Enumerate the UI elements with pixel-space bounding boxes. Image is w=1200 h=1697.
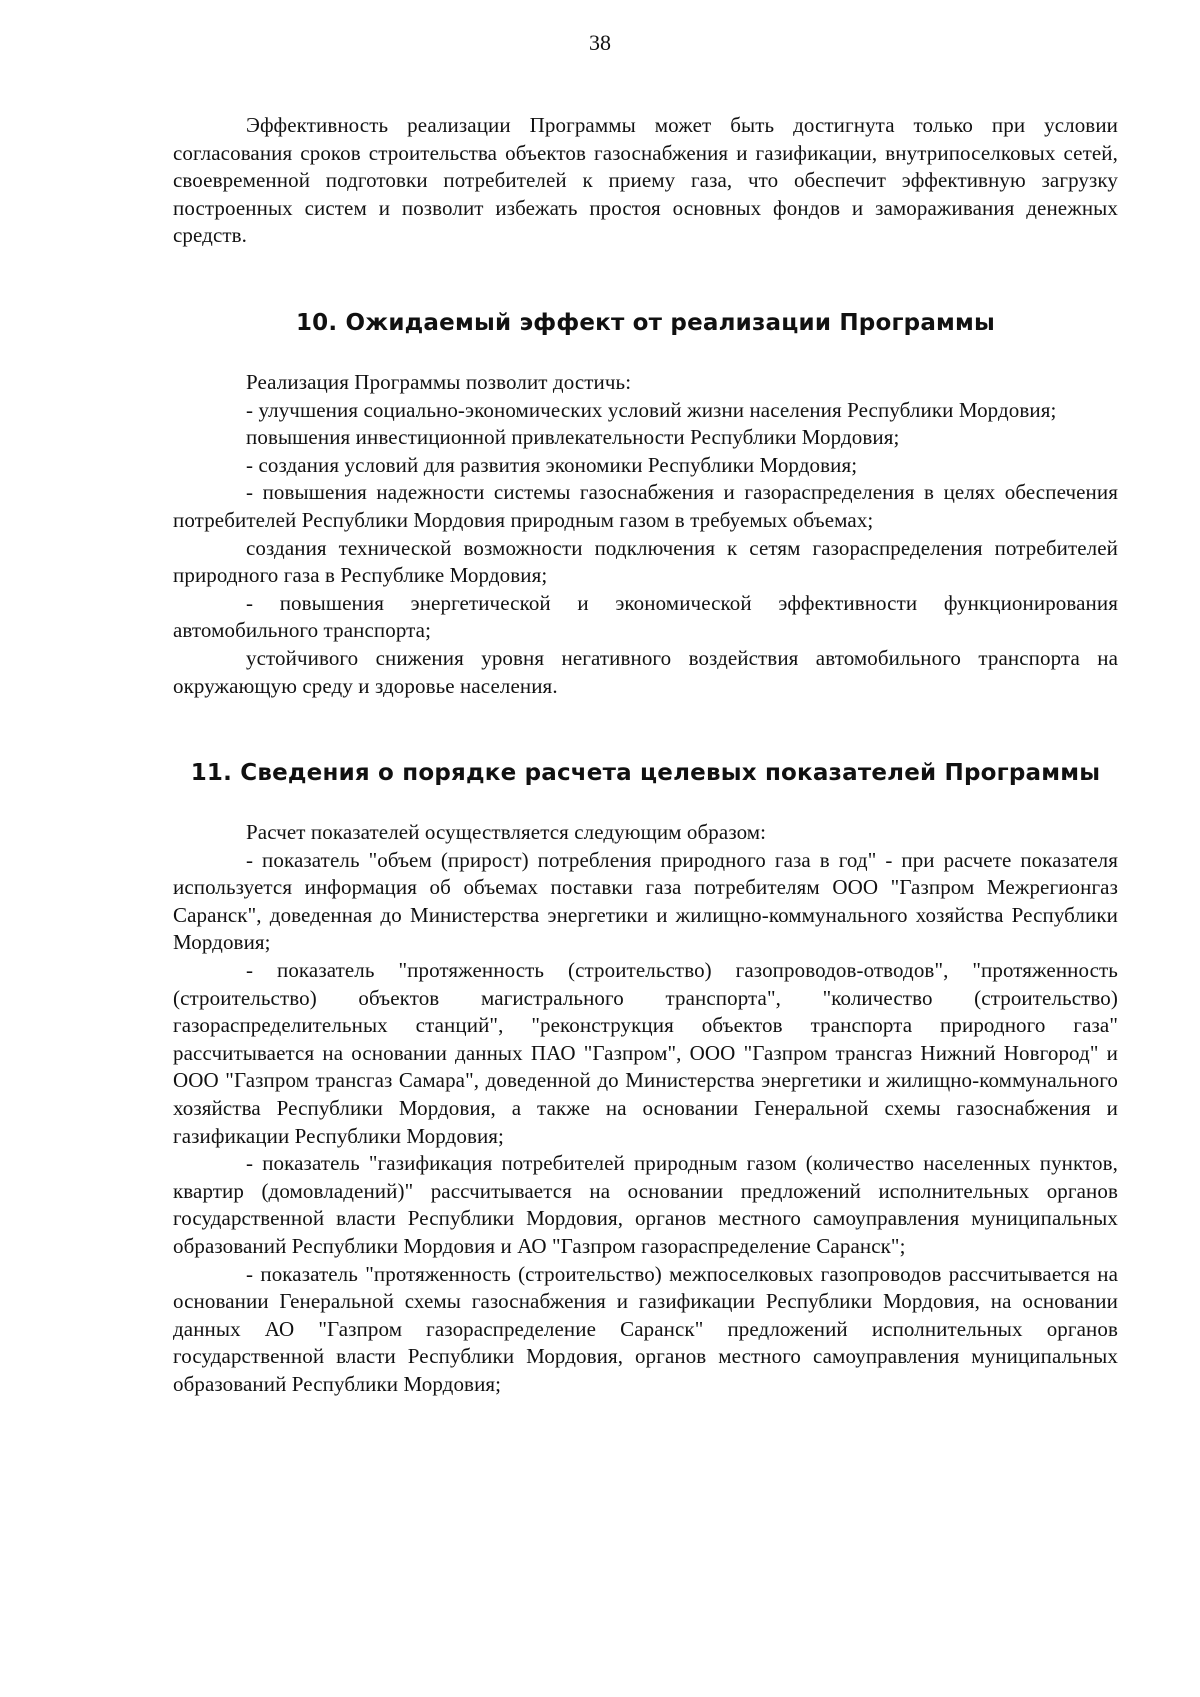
intro-paragraph: Эффективность реализации Программы может быть достигнута только при условии согласования сроков строительства объектов газоснабжения и газификации, внутрипоселковых сетей, своевременной подготовки потребителей к приему газа, что обеспечит эффективную загрузку построенных систем и позволит избежать простоя основных фондов и замораживания денежных средств.: [173, 113, 1118, 248]
section-11-item: - показатель "протяженность (строительство) межпоселковых газопроводов рассчитывается на основании Генеральной схемы газоснабжения и газификации Республики Мордовия, на основании данных АО "Газпром газораспределение Саранск" предложений исполнительных органов государственной власти Республики Мордовия, органов местного самоуправления муниципальных образований Республики Мордовия;: [173, 1261, 1118, 1396]
page-number: 38: [589, 30, 611, 55]
section-11-item: - показатель "объем (прирост) потребления природного газа в год" - при расчете показателя используется информация об объемах поставки газа потребителям ООО "Газпром Межрегионгаз Саранск", доведенная до Министерства энергетики и жилищно-коммунального хозяйства Республики Мордовия;: [173, 847, 1118, 955]
section-10-item: повышения инвестиционной привлекательности Республики Мордовия;: [246, 425, 900, 450]
section-10-item: - создания условий для развития экономики Республики Мордовия;: [246, 452, 858, 477]
section-10-item: - улучшения социально-экономических условий жизни населения Республики Мордовия;: [246, 397, 1057, 422]
section-11-lead: Расчет показателей осуществляется следующим образом:: [246, 820, 767, 845]
section-10-item: создания технической возможности подключения к сетям газораспределения потребителей природного газа в Республике Мордовия;: [173, 535, 1118, 588]
section-10-lead: Реализация Программы позволит достичь:: [246, 369, 632, 394]
section-11-item: - показатель "протяженность (строительство) газопроводов-отводов", "протяженность (строительство) объектов магистрального транспорта", "количество (строительство) газораспределительных станций", "реконструкция объектов транспорта природного газа" рассчитывается на основании данных ПАО "Газпром", ООО "Газпром трансгаз Нижний Новгород" и ООО "Газпром трансгаз Самара", доведенной до Министерства энергетики и жилищно-коммунального хозяйства Республики Мордовия, а также на основании Генеральной схемы газоснабжения и газификации Республики Мордовия;: [173, 958, 1118, 1148]
section-11-heading: 11. Сведения о порядке расчета целевых показателей Программы: [190, 760, 1101, 787]
page-content: [173, 112, 1118, 1399]
section-11-item: - показатель "газификация потребителей природным газом (количество населенных пунктов, квартир (домовладений)" рассчитывается на основании предложений исполнительных органов государственной власти Республики Мордовия, органов местного самоуправления муниципальных образований Республики Мордовия и АО "Газпром газораспределение Саранск";: [173, 1151, 1118, 1258]
section-10-heading: 10. Ожидаемый эффект от реализации Программы: [295, 309, 996, 336]
section-10-item: - повышения надежности системы газоснабжения и газораспределения в целях обеспечения потребителей Республики Мордовия природным газом в требуемых объемах;: [173, 480, 1118, 532]
section-10-item: - повышения энергетической и экономической эффективности функционирования автомобильного транспорта;: [173, 590, 1118, 643]
section-10-item: устойчивого снижения уровня негативного воздействия автомобильного транспорта на окружающую среду и здоровье населения.: [173, 645, 1118, 698]
